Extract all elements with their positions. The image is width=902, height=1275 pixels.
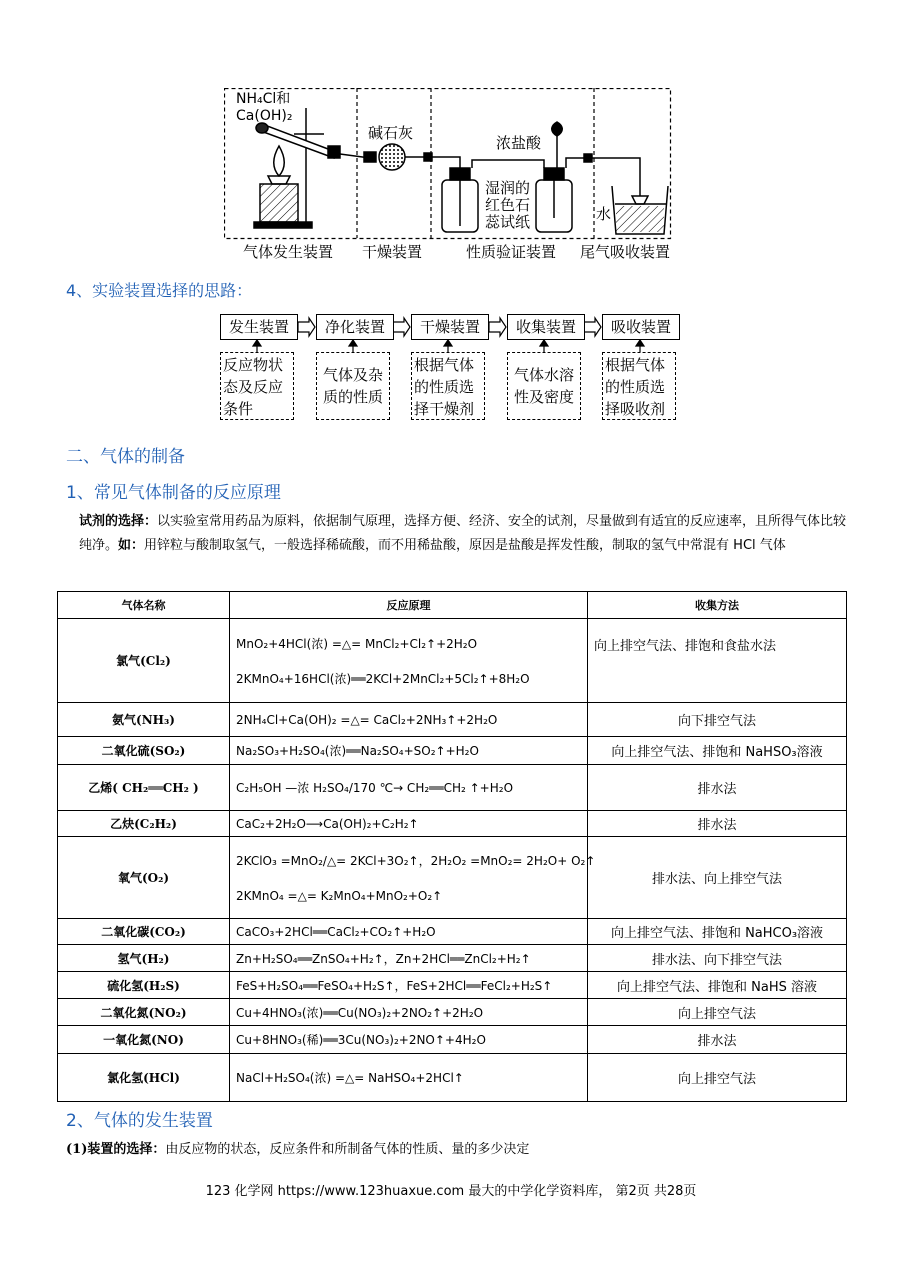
flow-note-absorption: 根据气体的性质选择吸收剂 (602, 352, 676, 420)
drying-agent-label: 碱石灰 (368, 124, 414, 142)
flow-step-absorption: 吸收装置 (602, 314, 680, 340)
reaction-cell (230, 972, 588, 999)
para-lead: 试剂的选择： (79, 514, 158, 529)
flow-step-purification: 净化装置 (316, 314, 394, 340)
litmus-label (485, 180, 530, 231)
table-row (58, 619, 847, 703)
reaction-line: MnO₂+4HCl(浓) =△= MnCl₂+Cl₂↑+2H₂O (236, 636, 478, 651)
collection-method: 向上排空气法 (588, 999, 847, 1026)
reaction-line: 2NH₄Cl+Ca(OH)₂ =△= CaCl₂+2NH₃↑+2H₂O (236, 712, 498, 727)
reagent-line-1: NH₄Cl和 (236, 91, 291, 107)
page-footer: 123 化学网 https://www.123huaxue.com 最大的中学化学资料库， 第2页 共28页 (205, 1184, 697, 1199)
para-lead-2: 如： (118, 538, 145, 553)
litmus-line-1: 湿润的 (485, 179, 531, 197)
table-row (58, 765, 847, 811)
reagent-label (236, 91, 292, 125)
reaction-line: Cu+4HNO₃(浓)══Cu(NO₃)₂+2NO₂↑+2H₂O (236, 1005, 484, 1020)
header-gas-name: 气体名称 (58, 592, 230, 619)
flow-note-collection: 气体水溶性及密度 (507, 352, 581, 420)
collection-method: 向上排空气法、排饱和食盐水法 (588, 619, 847, 703)
gas-name: 二氧化碳(CO₂) (58, 919, 230, 945)
flow-note-drying: 根据气体的性质选择干燥剂 (411, 352, 485, 420)
gas-name: 氨气(NH₃) (58, 703, 230, 737)
table-row (58, 737, 847, 765)
sub2-heading: 2、气体的发生装置 (66, 1111, 213, 1131)
sub2-para-body: 由反应物的状态，反应条件和所制备气体的性质、量的多少决定 (165, 1142, 530, 1157)
reaction-line: Zn+H₂SO₄══ZnSO₄+H₂↑，Zn+2HCl══ZnCl₂+H₂↑ (236, 951, 531, 966)
reaction-line: FeS+H₂SO₄══FeSO₄+H₂S↑，FeS+2HCl══FeCl₂+H₂S↑ (236, 978, 553, 993)
sub1-heading: 1、常见气体制备的反应原理 (66, 483, 281, 503)
table-row (58, 919, 847, 945)
reaction-line: 2KMnO₄+16HCl(浓)══2KCl+2MnCl₂+5Cl₂↑+8H₂O (236, 671, 530, 686)
drying-apparatus-label: 干燥装置 (362, 243, 423, 261)
litmus-line-2: 红色石 (485, 196, 531, 214)
collection-method: 排水法 (588, 811, 847, 837)
sub2-para-lead: (1)装置的选择： (66, 1142, 166, 1157)
reaction-cell (230, 619, 588, 703)
collection-method: 向上排空气法、排饱和 NaHSO₃溶液 (588, 737, 847, 765)
flow-step-generation: 发生装置 (220, 314, 298, 340)
para-body-2: 用锌粒与酸制取氢气，一般选择稀硫酸，而不用稀盐酸，原因是盐酸是挥发性酸，制取的氢气中常混有 HCl 气体 (144, 538, 786, 553)
flow-note-purification: 气体及杂质的性质 (316, 352, 390, 420)
reaction-line: Na₂SO₃+H₂SO₄(浓)══Na₂SO₄+SO₂↑+H₂O (236, 744, 479, 758)
reaction-cell (230, 1026, 588, 1054)
gas-name: 硫化氢(H₂S) (58, 972, 230, 999)
water-label: 水 (596, 205, 612, 223)
reagent-line-2: Ca(OH)₂ (236, 108, 293, 124)
reagent-selection-paragraph (79, 510, 849, 558)
collection-method: 向下排空气法 (588, 703, 847, 737)
reaction-line: 2KClO₃ =MnO₂/△= 2KCl+3O₂↑，2H₂O₂ =MnO₂= 2H₂O+ O₂↑ (236, 854, 596, 868)
table-header-row (58, 592, 847, 619)
reaction-line: C₂H₅OH —浓 H₂SO₄/170 ℃→ CH₂══CH₂ ↑+H₂O (236, 781, 514, 795)
gas-name: 氧气(O₂) (58, 837, 230, 919)
gas-name: 二氧化氮(NO₂) (58, 999, 230, 1026)
apparatus-selection-paragraph (66, 1138, 846, 1162)
gas-preparation-table (57, 591, 847, 1102)
reaction-line: 2KMnO₄ =△= K₂MnO₄+MnO₂+O₂↑ (236, 889, 443, 903)
flow-note-generation: 反应物状态及反应条件 (220, 352, 294, 420)
table-row (58, 837, 847, 919)
reaction-cell (230, 945, 588, 972)
collection-method: 排水法、向上排空气法 (588, 837, 847, 919)
litmus-line-3: 蕊试纸 (485, 213, 531, 231)
reaction-cell (230, 999, 588, 1026)
table-row (58, 1026, 847, 1054)
collection-method: 向上排空气法 (588, 1054, 847, 1102)
collection-method: 排水法、向下排空气法 (588, 945, 847, 972)
reaction-line: NaCl+H₂SO₄(浓) =△= NaHSO₄+2HCl↑ (236, 1071, 464, 1085)
reaction-line: Cu+8HNO₃(稀)══3Cu(NO₃)₂+2NO↑+4H₂O (236, 1033, 486, 1047)
collection-method: 向上排空气法、排饱和 NaHS 溶液 (588, 972, 847, 999)
table-row (58, 1054, 847, 1102)
gas-name: 氯气(Cl₂) (58, 619, 230, 703)
reaction-cell (230, 703, 588, 737)
reaction-cell (230, 1054, 588, 1102)
conc-acid-label: 浓盐酸 (496, 134, 542, 152)
table-row (58, 972, 847, 999)
table-row (58, 703, 847, 737)
header-reaction: 反应原理 (230, 592, 588, 619)
reaction-line: CaCO₃+2HCl══CaCl₂+CO₂↑+H₂O (236, 924, 436, 939)
collection-method: 排水法 (588, 765, 847, 811)
gas-name: 乙炔(C₂H₂) (58, 811, 230, 837)
gas-name: 一氧化氮(NO) (58, 1026, 230, 1054)
gas-name: 二氧化硫(SO₂) (58, 737, 230, 765)
reaction-cell (230, 737, 588, 765)
reaction-cell (230, 811, 588, 837)
collection-method: 向上排空气法、排饱和 NaHCO₃溶液 (588, 919, 847, 945)
flow-step-drying: 干燥装置 (411, 314, 489, 340)
gas-name: 氯化氢(HCl) (58, 1054, 230, 1102)
gas-name: 氢气(H₂) (58, 945, 230, 972)
reaction-line: CaC₂+2H₂O⟶Ca(OH)₂+C₂H₂↑ (236, 816, 419, 831)
table-row (58, 811, 847, 837)
tail-gas-apparatus-label: 尾气吸收装置 (580, 243, 671, 261)
section2-heading: 二、气体的制备 (66, 447, 185, 467)
table-row (58, 999, 847, 1026)
flow-step-collection: 收集装置 (507, 314, 585, 340)
generation-apparatus-label: 气体发生装置 (243, 243, 334, 261)
reaction-cell (230, 919, 588, 945)
reaction-cell (230, 765, 588, 811)
property-test-apparatus-label: 性质验证装置 (466, 243, 557, 261)
table-row (58, 945, 847, 972)
gas-name: 乙烯( CH₂══CH₂ ) (58, 765, 230, 811)
section4-heading: 4、实验装置选择的思路： (66, 281, 253, 300)
collection-method: 排水法 (588, 1026, 847, 1054)
para-body-1: 以实验室常用药品为原料，依据制气原理，选择方便、经济、安全的试剂，尽量做到有适宜的反应速率，且所得气体比较纯净。 (79, 514, 847, 553)
header-collection: 收集方法 (588, 592, 847, 619)
reaction-cell (230, 837, 596, 919)
